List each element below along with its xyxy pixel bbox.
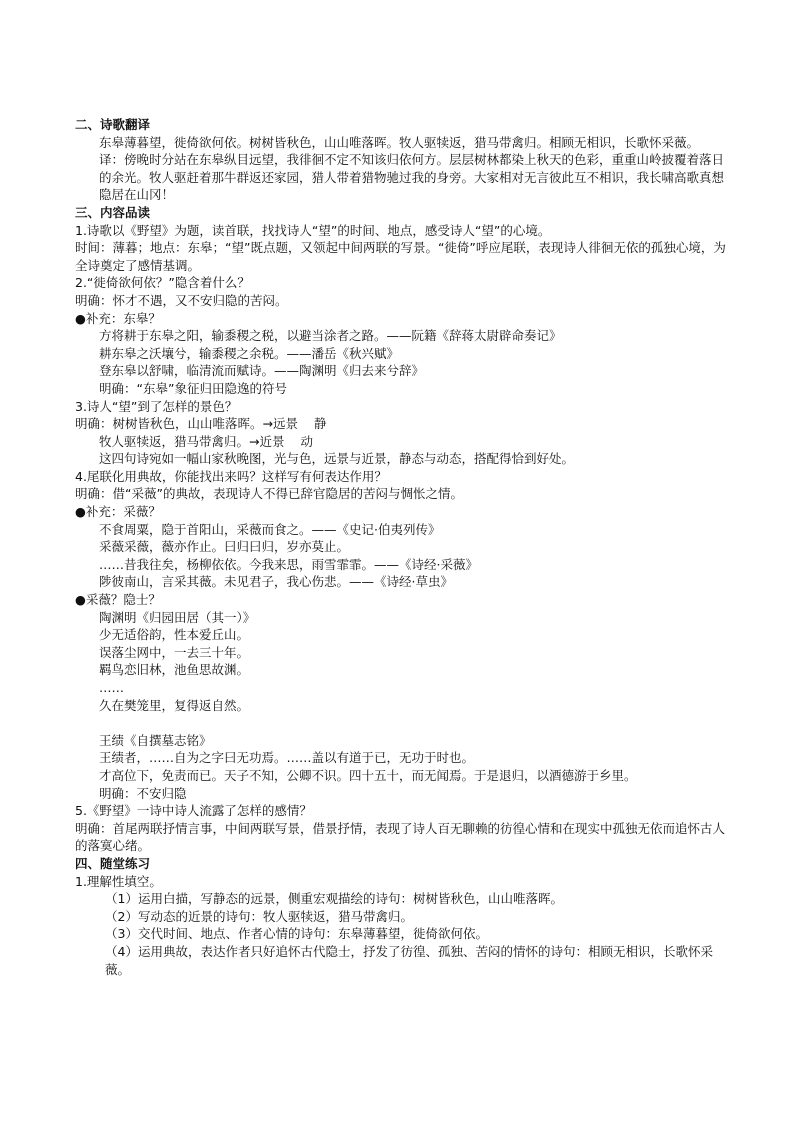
exercise-item: （1）运用白描，写静态的远景，侧重宏观描绘的诗句：树树皆秋色，山山唯落晖。 [105,891,563,907]
answer-3-static-tag: 静 [313,416,327,432]
answer-2: 明确：怀才不遇，又不安归隐的苦闷。 [75,292,288,308]
section-heading-translation: 二、诗歌翻译 [75,117,151,132]
answer-4: 明确：借“采薇”的典故，表现诗人不得已辞官隐居的苦闷与惆怅之情。 [75,486,463,502]
supplement-caiwei-title: ●补充：采薇？ [75,504,161,520]
answer-3-line-1 [75,415,727,433]
answer-3-dynamic-tag: 动 [300,433,313,449]
supplement-line: 采薇采薇，薇亦作止。曰归曰归，岁亦莫止。 [99,539,350,555]
poem-line: 少无适俗韵，性本爱丘山。 [99,627,250,643]
answer-1: 时间：薄暮；地点：东皋；“望”既点题，又领起中间两联的写景。“徙倚”呼应尾联，表现诗人徘徊无依的孤独心境，为全诗奠定了感情基调。 [75,240,726,273]
epitaph-title: 王绩《自撰墓志铭》 [99,732,212,748]
supplement-line: 方将耕于东皋之阳，输黍稷之税，以避当涂者之路。——阮籍《辞蒋太尉辟命奏记》 [99,328,562,344]
epitaph-conclusion: 明确：不安归隐 [99,785,187,801]
question-2: 2.“徙倚欲何依？”隐含着什么？ [75,275,250,291]
answer-3-near-view: 牧人驱犊返，猎马带禽归。→近景 [99,433,285,449]
section-heading-exercise: 四、随堂练习 [75,855,151,871]
answer-3-far-view: 明确：树树皆秋色，山山唯落晖。→远景 [75,416,298,432]
question-3: 3.诗人“望”到了怎样的景色？ [75,398,238,414]
answer-5: 明确：首尾两联抒情言事，中间两联写景，借景抒情，表现了诗人百无聊赖的彷徨心情和在现实中孤独无依而追怀古人的落寞心绪。 [75,820,726,854]
answer-3-line-3: 这四句诗宛如一幅山家秋晚图，光与色，远景与近景，静态与动态，搭配得恰到好处。 [99,451,575,467]
question-5: 5.《野望》一诗中诗人流露了怎样的感情？ [75,803,312,819]
question-1: 1.诗歌以《野望》为题，读首联，找找诗人“望”的时间、地点，感受诗人“望”的心境。 [75,222,551,238]
exercise-item: （3）交代时间、地点、作者心情的诗句：东皋薄暮望，徙倚欲何依。 [105,926,488,942]
poem-translation: 译：傍晚时分站在东皋纵目远望，我徘徊不定不知该归依何方。层层树林都染上秋天的色彩，重重山岭披覆着落日的余光。牧人驱赶着那牛群返还家园，猎人带着猎物驰过我的身旁。大家相对无言彼此互不相识，我长啸高歌真想隐居在山冈！ [99,152,725,203]
supplement-line: 耕东皋之沃壤兮，输黍稷之余税。——潘岳《秋兴赋》 [99,345,400,361]
exercise-task: 1.理解性填空。 [75,873,162,889]
poem-line: 羁鸟恋旧林，池鱼思故渊。 [99,662,250,678]
answer-3-line-2 [75,433,727,451]
section-heading-reading: 三、内容品读 [75,204,151,220]
poem-line: …… [99,680,124,695]
exercise-item: （2）写动态的近景的诗句：牧人驱犊返，猎马带禽归。 [105,908,413,924]
exercise-item: （4）运用典故，表达作者只好追怀古代隐士，抒发了彷徨、孤独、苦闷的情怀的诗句：相顾无相识，长歌怀采薇。 [105,943,713,977]
supplement-line: 明确：“东皋”象征归田隐逸的符号 [99,380,287,396]
document-page [75,116,727,978]
poem-title: 陶渊明《归园田居（其一）》 [99,609,256,625]
poem-line: 久在樊笼里，复得返自然。 [99,697,250,713]
supplement-donggao-title: ●补充：东皋？ [75,310,161,326]
supplement-line: 登东皋以舒啸，临清流而赋诗。——陶渊明《归去来兮辞》 [99,363,425,379]
epitaph-line: 王绩者，……自为之字曰无功焉。……盖以有道于已，无功于时也。 [99,750,475,766]
blank-line [75,714,727,732]
poem-line: 误落尘网中，一去三十年。 [99,644,250,660]
supplement-line: ……昔我往矣，杨柳依依。今我来思，雨雪霏霏。——《诗经·采薇》 [99,556,478,572]
epitaph-line: 才高位下，免责而已。天子不知，公卿不识。四十五十，而无闻焉。于是退归，以酒德游于乡里。 [99,767,637,783]
supplement-line: 不食周粟，隐于首阳山，采薇而食之。——《史记·伯夷列传》 [99,521,441,537]
supplement-line: 陟彼南山，言采其薇。未见君子，我心伤悲。——《诗经·草虫》 [99,574,453,590]
question-4: 4.尾联化用典故，你能找出来吗？这样写有何表达作用？ [75,468,387,484]
supplement-hermit-title: ●采薇？隐士？ [75,592,161,608]
poem-text: 东皋薄暮望，徙倚欲何依。树树皆秋色，山山唯落晖。牧人驱犊返，猎马带禽归。相顾无相识，长歌怀采薇。 [99,134,700,150]
